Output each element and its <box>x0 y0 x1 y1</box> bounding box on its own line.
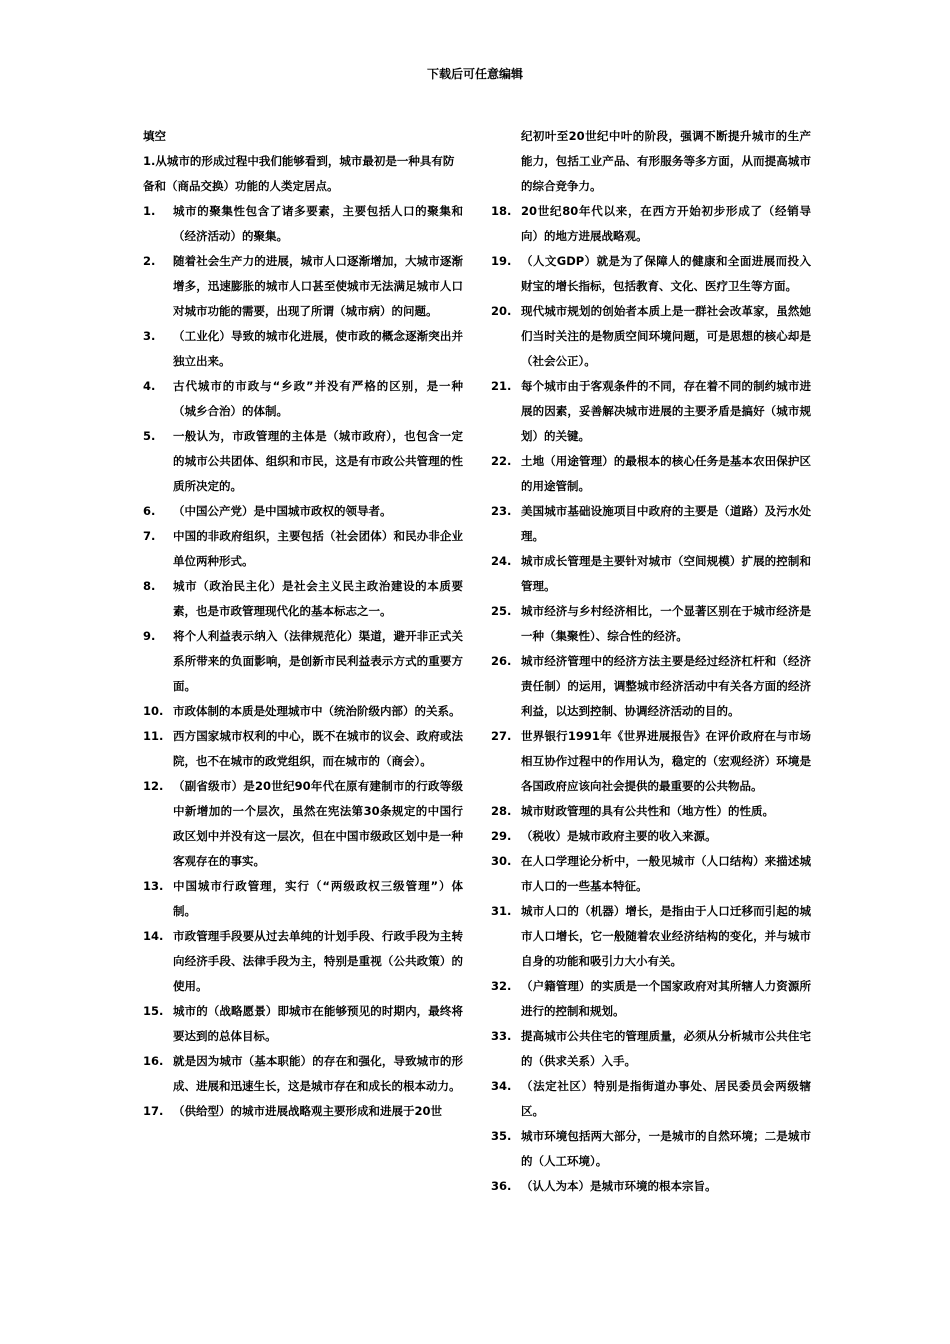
question-text: （供给型）的城市进展战略观主要形成和进展于20世 <box>173 1104 443 1118</box>
question-text: 城市经济管理中的经济方法主要是经过经济杠杆和（经济责任制）的运用，调整城市经济活动中有关各方面的经济利益，以达到控制、协调经济活动的目的。 <box>521 654 811 718</box>
question-item <box>491 549 811 599</box>
left-column <box>143 124 463 1124</box>
question-number: 24. <box>491 554 512 568</box>
question-text: 城市成长管理是主要针对城市（空间规模）扩展的控制和管理。 <box>521 554 811 593</box>
question-item <box>143 499 463 524</box>
question-text: 城市的（战略愿景）即城市在能够预见的时期内，最终将要达到的总体目标。 <box>173 1004 463 1043</box>
question-number: 11. <box>143 729 164 743</box>
question-number: 3. <box>143 329 156 343</box>
question-text: 将个人利益表示纳入（法律规范化）渠道，避开非正式关系所带来的负面影响，是创新市民利益表示方式的重要方面。 <box>173 629 463 693</box>
question-number: 25. <box>491 604 512 618</box>
question-number: 16. <box>143 1054 164 1068</box>
question-number: 13. <box>143 879 164 893</box>
question-number: 19. <box>491 254 512 268</box>
right-column <box>491 124 811 1199</box>
question-item <box>491 1174 811 1199</box>
question-text: 土地（用途管理）的最根本的核心任务是基本农田保护区的用途管制。 <box>521 454 811 493</box>
question-text: 城市经济与乡村经济相比，一个显著区别在于城市经济是一种（集聚性）、综合性的经济。 <box>521 604 811 643</box>
question-text: 就是因为城市（基本职能）的存在和强化，导致城市的形成、进展和迅速生长，这是城市存在和成长的根本动力。 <box>173 1054 463 1093</box>
question-number: 6. <box>143 504 156 518</box>
question-item <box>491 374 811 449</box>
section-title: 填空 <box>143 129 166 143</box>
question-item <box>143 1049 463 1099</box>
question-number: 18. <box>491 204 512 218</box>
question-item <box>491 249 811 299</box>
question-item <box>491 1124 811 1174</box>
question-item <box>491 799 811 824</box>
question-text: 西方国家城市权利的中心，既不在城市的议会、政府或法院，也不在城市的政党组织，而在城市的（商会）。 <box>173 729 463 768</box>
question-text: 美国城市基础设施项目中政府的主要是（道路）及污水处理。 <box>521 504 811 543</box>
question-number: 35. <box>491 1129 512 1143</box>
question-number: 27. <box>491 729 512 743</box>
question-text: 20世纪80年代以来，在西方开始初步形成了（经销导向）的地方进展战略观。 <box>521 204 811 243</box>
question-item <box>143 524 463 574</box>
question-item <box>491 974 811 1024</box>
left-question-list <box>143 199 463 1124</box>
question-text: 城市环境包括两大部分，一是城市的自然环境；二是城市的（人工环境）。 <box>521 1129 811 1168</box>
question-text: 每个城市由于客观条件的不同，存在着不同的制约城市进展的因素，妥善解决城市进展的主要矛盾是搞好（城市规划）的关键。 <box>521 379 811 443</box>
question-number: 36. <box>491 1179 512 1193</box>
question-text: 随着社会生产力的进展，城市人口逐渐增加，大城市逐渐增多，迅速膨胀的城市人口甚至使城市无法满足城市人口对城市功能的需要，出现了所谓（城市病）的问题。 <box>173 254 463 318</box>
question-number: 8. <box>143 579 156 593</box>
question-text: （法定社区）特别是指街道办事处、居民委员会两级辖区。 <box>521 1079 811 1118</box>
page-header: 下载后可任意编辑 <box>426 67 523 81</box>
question-number: 22. <box>491 454 512 468</box>
question-number: 30. <box>491 854 512 868</box>
question-text: 古代城市的市政与“乡政”并没有严格的区别，是一种（城乡合治）的体制。 <box>173 379 463 418</box>
question-text: （中国公产党）是中国城市政权的领导者。 <box>173 504 392 518</box>
question-item <box>491 599 811 649</box>
question-text: 在人口学理论分析中，一般见城市（人口结构）来描述城市人口的一些基本特征。 <box>521 854 811 893</box>
question-number: 10. <box>143 704 164 718</box>
question-number: 17. <box>143 1104 164 1118</box>
question-item <box>491 1024 811 1074</box>
question-item <box>143 574 463 624</box>
intro-paragraph: 1.从城市的形成过程中我们能够看到，城市最初是一种具有防备和（商品交换）功能的人类定居点。 <box>143 154 455 193</box>
question-number: 12. <box>143 779 164 793</box>
question-item <box>143 424 463 499</box>
question-number: 28. <box>491 804 512 818</box>
question-number: 4. <box>143 379 156 393</box>
question-text: （税收）是城市政府主要的收入来源。 <box>521 829 717 843</box>
question-number: 34. <box>491 1079 512 1093</box>
question-item <box>143 324 463 374</box>
question-item <box>491 199 811 249</box>
question-text: 世界银行1991年《世界进展报告》在评价政府在与市场相互协作过程中的作用认为，稳定的（宏观经济）环境是各国政府应该向社会提供的最重要的公共物品。 <box>521 729 811 793</box>
question-text: 城市财政管理的具有公共性和（地方性）的性质。 <box>521 804 774 818</box>
question-number: 15. <box>143 1004 164 1018</box>
question-item <box>143 1099 463 1124</box>
question-text: 城市人口的（机器）增长，是指由于人口迁移而引起的城市人口增长，它一般随着农业经济结构的变化，并与城市自身的功能和吸引力大小有关。 <box>521 904 811 968</box>
question-text: 中国的非政府组织，主要包括（社会团体）和民办非企业单位两种形式。 <box>173 529 463 568</box>
question-text: 城市（政治民主化）是社会主义民主政治建设的本质要素，也是市政管理现代化的基本标志之一。 <box>173 579 463 618</box>
question-text: （认人为本）是城市环境的根本宗旨。 <box>521 1179 717 1193</box>
question-text: 现代城市规划的创始者本质上是一群社会改革家，虽然她们当时关注的是物质空间环境问题，可是思想的核心却是（社会公正）。 <box>521 304 811 368</box>
question-number: 23. <box>491 504 512 518</box>
question-item <box>143 624 463 699</box>
question-item <box>491 849 811 899</box>
question-item <box>143 249 463 324</box>
question-text: （户籍管理）的实质是一个国家政府对其所辖人力资源所进行的控制和规划。 <box>521 979 811 1018</box>
question-number: 29. <box>491 829 512 843</box>
question-text: （副省级市）是20世纪90年代在原有建制市的行政等级中新增加的一个层次，虽然在宪法第30条规定的中国行政区划中并没有这一层次，但在中国市级政区划中是一种客观存在的事实。 <box>173 779 463 868</box>
question-number: 9. <box>143 629 156 643</box>
question-text: （人文GDP）就是为了保障人的健康和全面进展而投入财宝的增长指标，包括教育、文化、医疗卫生等方面。 <box>521 254 811 293</box>
question-item <box>491 824 811 849</box>
question-text: 一般认为，市政管理的主体是（城市政府），也包含一定的城市公共团体、组织和市民，这是有市政公共管理的性质所决定的。 <box>173 429 463 493</box>
question-number: 1. <box>143 204 156 218</box>
question-item <box>491 649 811 724</box>
question-text: 城市的聚集性包含了诸多要素，主要包括人口的聚集和（经济活动）的聚集。 <box>173 204 463 243</box>
question-item <box>491 724 811 799</box>
question-number: 7. <box>143 529 156 543</box>
question-item <box>491 299 811 374</box>
question-text: 中国城市行政管理，实行（“两级政权三级管理”）体制。 <box>173 879 463 918</box>
question-number: 26. <box>491 654 512 668</box>
question-item <box>491 499 811 549</box>
right-question-list <box>491 199 811 1199</box>
question-item <box>143 374 463 424</box>
question-number: 31. <box>491 904 512 918</box>
question-text: 提高城市公共住宅的管理质量，必须从分析城市公共住宅的（供求关系）入手。 <box>521 1029 811 1068</box>
question-text: 市政体制的本质是处理城市中（统治阶级内部）的关系。 <box>173 704 461 718</box>
question-number: 5. <box>143 429 156 443</box>
question-number: 14. <box>143 929 164 943</box>
question-number: 20. <box>491 304 512 318</box>
question-text: 市政管理手段要从过去单纯的计划手段、行政手段为主转向经济手段、法律手段为主，特别是重视（公共政策）的使用。 <box>173 929 463 993</box>
question-item <box>143 699 463 724</box>
question-item <box>491 899 811 974</box>
question-item <box>143 774 463 874</box>
question-item <box>491 449 811 499</box>
question-item <box>143 924 463 999</box>
question-number: 2. <box>143 254 156 268</box>
question-text: （工业化）导致的城市化进展，使市政的概念逐渐突出并独立出来。 <box>173 329 463 368</box>
question-item <box>143 874 463 924</box>
question-item <box>143 724 463 774</box>
continuation-text: 纪初叶至20世纪中叶的阶段，强调不断提升城市的生产能力，包括工业产品、有形服务等多方面，从而提高城市的综合竞争力。 <box>521 129 811 193</box>
question-item <box>491 1074 811 1124</box>
question-item <box>143 999 463 1049</box>
question-number: 32. <box>491 979 512 993</box>
question-number: 33. <box>491 1029 512 1043</box>
question-number: 21. <box>491 379 512 393</box>
question-item <box>143 199 463 249</box>
